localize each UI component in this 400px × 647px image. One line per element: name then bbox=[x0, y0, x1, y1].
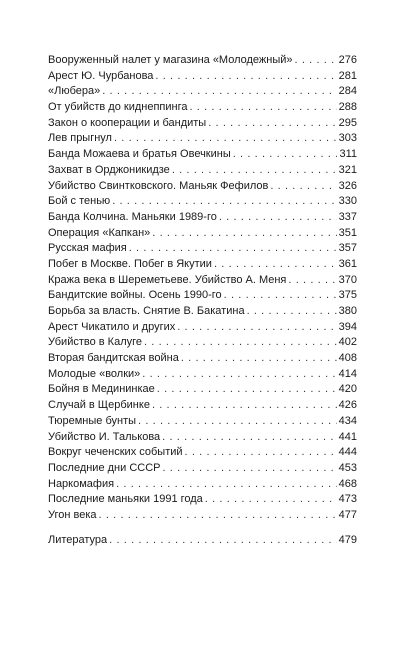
toc-entry-title: Бандитские войны. Осень 1990-го bbox=[48, 289, 222, 302]
toc-entry-title: Последние дни СССР bbox=[48, 461, 161, 474]
toc-entry-page: 311 bbox=[339, 148, 357, 161]
toc-entry-page: 468 bbox=[338, 477, 357, 490]
toc-entry bbox=[48, 226, 357, 242]
toc-entry bbox=[48, 304, 357, 320]
toc-entry-title: Операция «Капкан» bbox=[48, 226, 151, 239]
toc-leader-dots bbox=[219, 210, 337, 226]
toc-entry bbox=[48, 461, 357, 477]
toc-leader-dots bbox=[214, 257, 337, 273]
toc-leader-dots bbox=[181, 351, 337, 367]
toc-entry-title: Борьба за власть. Снятие В. Бакатина bbox=[48, 305, 245, 317]
toc-entry-title: Банда Можаева и братья Овечкины bbox=[48, 148, 231, 161]
toc-entry-page: 441 bbox=[338, 430, 357, 443]
toc-entry-title: Банда Колчина. Маньяки 1989-го bbox=[48, 210, 217, 223]
toc-leader-dots bbox=[144, 335, 337, 351]
toc-leader-dots bbox=[205, 492, 337, 508]
toc-entry-title: Арест Чикатило и других bbox=[48, 320, 176, 333]
toc-entry-literature bbox=[48, 533, 357, 549]
toc-entry-title: Бой с тенью bbox=[48, 195, 111, 208]
table-of-contents bbox=[48, 53, 357, 548]
toc-entry-page: 394 bbox=[338, 320, 357, 333]
toc-entry bbox=[48, 210, 357, 226]
toc-entry bbox=[48, 147, 357, 163]
toc-entry bbox=[48, 257, 357, 273]
toc-entry-page: 473 bbox=[338, 493, 357, 506]
toc-entry-title: Арест Ю. Чурбанова bbox=[48, 69, 154, 82]
toc-entry-title: Убийство в Калуге bbox=[48, 336, 142, 349]
toc-leader-dots bbox=[172, 163, 337, 179]
toc-leader-dots bbox=[112, 194, 336, 210]
toc-leader-dots bbox=[189, 100, 336, 116]
toc-entry-page: 434 bbox=[338, 414, 357, 427]
toc-leader-dots bbox=[109, 533, 336, 549]
toc-entry-title: Бойня в Медининкае bbox=[48, 383, 155, 396]
toc-entry-title: «Люберa» bbox=[48, 85, 101, 98]
toc-leader-dots bbox=[163, 461, 337, 477]
toc-leader-dots bbox=[247, 304, 337, 320]
toc-entry-page: 295 bbox=[338, 116, 357, 129]
toc-leader-dots bbox=[233, 147, 338, 163]
toc-entry bbox=[48, 100, 357, 116]
toc-entry-title: Литература bbox=[48, 533, 108, 546]
toc-leader-dots bbox=[102, 84, 336, 100]
toc-leader-dots bbox=[224, 288, 337, 304]
toc-entry-title: От убийств до киднеппинга bbox=[48, 101, 188, 114]
toc-entry-page: 303 bbox=[338, 132, 357, 145]
toc-entry bbox=[48, 335, 357, 351]
toc-entry bbox=[48, 163, 357, 179]
toc-entry-page: 276 bbox=[338, 54, 357, 66]
toc-entry-title: Лев прыгнул bbox=[48, 132, 112, 145]
toc-entry-page: 326 bbox=[338, 179, 357, 192]
toc-leader-dots bbox=[288, 273, 336, 289]
toc-entry-page: 361 bbox=[338, 257, 357, 270]
toc-entry-page: 380 bbox=[338, 305, 357, 317]
toc-entry-title: Вторая бандитская война bbox=[48, 352, 179, 365]
toc-entry-title: Захват в Орджоникидзе bbox=[48, 163, 170, 176]
toc-entry bbox=[48, 69, 357, 85]
toc-entry-page: 330 bbox=[338, 195, 357, 208]
toc-entry bbox=[48, 445, 357, 461]
toc-entry bbox=[48, 320, 357, 336]
toc-list bbox=[48, 53, 357, 524]
toc-leader-dots bbox=[142, 367, 336, 383]
toc-leader-dots bbox=[270, 179, 336, 195]
toc-entry-title: Случай в Щербинке bbox=[48, 399, 150, 412]
toc-entry bbox=[48, 288, 357, 304]
toc-entry-page: 357 bbox=[338, 242, 357, 255]
toc-entry-page: 444 bbox=[338, 446, 357, 459]
toc-leader-dots bbox=[157, 382, 337, 398]
toc-entry-title: Русская мафия bbox=[48, 242, 127, 255]
toc-leader-dots bbox=[162, 430, 336, 446]
toc-entry bbox=[48, 508, 357, 524]
toc-entry-title: Побег в Москве. Побег в Якутии bbox=[48, 257, 212, 270]
toc-entry-title: Убийство Свинтковского. Маньяк Фефилов bbox=[48, 179, 269, 192]
toc-entry-page: 321 bbox=[338, 163, 357, 176]
toc-entry-page: 370 bbox=[338, 273, 357, 286]
toc-entry-title: Молодые «волки» bbox=[48, 367, 141, 380]
toc-entry-page: 337 bbox=[338, 210, 357, 223]
toc-entry-page: 288 bbox=[338, 101, 357, 114]
toc-leader-dots bbox=[152, 226, 336, 242]
toc-entry bbox=[48, 492, 357, 508]
toc-entry bbox=[48, 53, 357, 69]
toc-leader-dots bbox=[99, 508, 337, 524]
toc-entry-title: Угон века bbox=[48, 508, 97, 521]
toc-entry-page: 479 bbox=[338, 533, 357, 546]
toc-entry bbox=[48, 84, 357, 100]
toc-entry-title: Закон о кооперации и бандиты bbox=[48, 116, 207, 129]
toc-leader-dots bbox=[295, 53, 337, 69]
toc-entry-page: 414 bbox=[338, 367, 357, 380]
toc-entry bbox=[48, 398, 357, 414]
toc-leader-dots bbox=[208, 116, 336, 132]
toc-entry bbox=[48, 430, 357, 446]
toc-entry bbox=[48, 194, 357, 210]
toc-leader-dots bbox=[138, 414, 337, 430]
toc-entry-page: 477 bbox=[338, 508, 357, 521]
toc-leader-dots bbox=[155, 69, 336, 85]
toc-entry bbox=[48, 241, 357, 257]
toc-entry-page: 426 bbox=[338, 399, 357, 412]
toc-entry-title: Тюремные бунты bbox=[48, 414, 137, 427]
toc-entry bbox=[48, 179, 357, 195]
toc-entry-title: Вооруженный налет у магазина «Молодежный» bbox=[48, 54, 293, 66]
toc-entry bbox=[48, 477, 357, 493]
toc-entry-page: 284 bbox=[338, 85, 357, 98]
toc-entry-title: Кража века в Шереметьеве. Убийство А. Меня bbox=[48, 273, 287, 286]
toc-entry bbox=[48, 414, 357, 430]
toc-entry bbox=[48, 116, 357, 132]
toc-entry-page: 351 bbox=[338, 226, 357, 239]
toc-entry bbox=[48, 382, 357, 398]
toc-entry bbox=[48, 131, 357, 147]
toc-entry-title: Вокруг чеченских событий bbox=[48, 446, 183, 459]
toc-entry-title: Убийство И. Талькова bbox=[48, 430, 161, 443]
toc-leader-dots bbox=[116, 477, 337, 493]
toc-entry bbox=[48, 273, 357, 289]
toc-entry-page: 408 bbox=[338, 352, 357, 365]
toc-entry bbox=[48, 367, 357, 383]
toc-entry-page: 453 bbox=[338, 461, 357, 474]
toc-leader-dots bbox=[114, 131, 337, 147]
toc-entry-page: 281 bbox=[338, 69, 357, 82]
toc-leader-dots bbox=[177, 320, 336, 336]
toc-entry-title: Последние маньяки 1991 года bbox=[48, 493, 203, 506]
toc-leader-dots bbox=[152, 398, 337, 414]
toc-leader-dots bbox=[185, 445, 337, 461]
toc-leader-dots bbox=[129, 241, 337, 257]
toc-entry-title: Наркомафия bbox=[48, 477, 115, 490]
toc-gap bbox=[48, 524, 357, 533]
toc-entry bbox=[48, 351, 357, 367]
toc-entry-page: 375 bbox=[338, 289, 357, 302]
toc-entry-page: 420 bbox=[338, 383, 357, 396]
toc-entry-page: 402 bbox=[338, 336, 357, 349]
